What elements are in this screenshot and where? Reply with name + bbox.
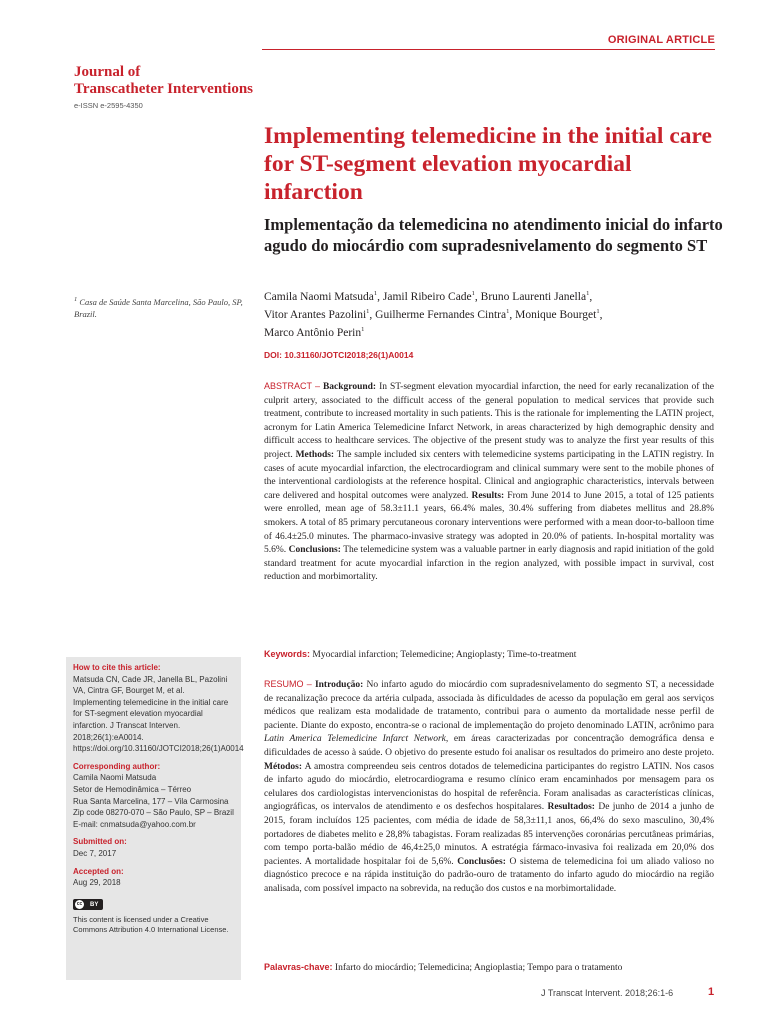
- journal-name-line1: Journal of: [74, 64, 141, 80]
- journal-name-line2: Transcatheter Interventions: [74, 81, 254, 97]
- abstract-portuguese: [264, 678, 714, 897]
- author-affiliation-mark: 1: [373, 290, 378, 298]
- journal-name: [74, 64, 253, 98]
- author-affiliation-mark: 1: [471, 290, 475, 298]
- author-name: Marco Antônio Perin: [264, 327, 362, 339]
- metodos-label: Métodos:: [264, 761, 302, 772]
- keywords-portuguese: [264, 961, 714, 976]
- background-label: Background:: [322, 382, 377, 392]
- abstract-label: ABSTRACT –: [264, 381, 320, 391]
- submitted-date: Dec 7, 2017: [73, 848, 117, 858]
- affiliation-mark: 1: [74, 296, 78, 304]
- license-text: This content is licensed under a Creative Commons Attribution 4.0 International License.: [73, 915, 229, 935]
- doi-link[interactable]: DOI: 10.31160/JOTCI2018;26(1)A0014: [264, 350, 414, 360]
- corresponding-author-zip: Zip code 08270-070 – São Paulo, SP – Brazil: [73, 808, 234, 818]
- submitted-label: Submitted on:: [73, 837, 127, 847]
- author-name: , Guilherme Fernandes Cintra: [369, 309, 507, 321]
- article-subtitle: Implementação da telemedicina no atendimento inicial do infarto agudo do miocárdio com supradesnivelamento do segmento ST: [264, 215, 723, 255]
- conclusoes-label: Conclusões:: [457, 856, 506, 867]
- author-separator: ,: [589, 291, 593, 303]
- author-affiliation-mark: 1: [361, 326, 365, 334]
- keywords-text: Myocardial infarction; Telemedicine; Angioplasty; Time-to-treatment: [312, 650, 577, 660]
- article-info-sidebar: [66, 657, 244, 980]
- accepted-label: Accepted on:: [73, 866, 124, 876]
- cc-icon: cc: [76, 901, 83, 908]
- author-affiliation-mark: 1: [586, 290, 590, 298]
- resultados-text: De junho de 2014 a junho de 2015, foram incluídos 125 pacientes, com média de idade de 58,3±11,1 anos, 66,4% do sexo masculino, 30,4% portadores de diabetes melito e 28,8% tabagistas. Foram realizadas 85 intervenções coronárias percutâneas primárias, com tempo porta-balão médio de 46,4±25,0 minutos. A estratégia fármaco-invasiva foi realizada em 20,0% dos pacientes. A mortalidade hospitalar foi de 5,6%.: [264, 802, 714, 867]
- intro-text: No infarto agudo do miocárdio com supradesnivelamento do segmento ST, a necessidade de recanalização precoce da artéria culpada, associada às dificuldades de acesso da população em geral aos serviços médicos que realizam esta modalidade de tratamento, contribui para o aumento da mortalidade nesse perfil de paciente. Diante do exposto, encontra-se o racional de implementação do projeto denominado LATIN, acrônimo para: [264, 680, 715, 731]
- author-line-3: [264, 324, 724, 342]
- article-title: Implementing telemedicine in the initial care for ST-segment elevation myocardial infarction: [264, 123, 712, 205]
- affiliation-note: [74, 296, 244, 320]
- results-label: Results:: [471, 490, 505, 501]
- page-number: 1: [708, 986, 715, 998]
- accepted-date: Aug 29, 2018: [73, 878, 121, 888]
- cite-text: Matsuda CN, Cade JR, Janella BL, Pazolini VA, Cintra GF, Bourget M, et al. Implementing telemedicine in the initial care for ST-segment elevation myocardial infarction. J Transcat Interven. 2018;26(1):eA0014. https://doi.org/10.31160/JOTCI2018;26(1)A0014: [73, 674, 244, 754]
- conclusions-text: The telemedicine system was a valuable partner in early diagnosis and rapid initiation of the gold standard treatment for acute myocardial infarction in the region analyzed, with possible impact in survival, cost reduction and morbimortality.: [264, 545, 714, 583]
- intro-text-continued: , em áreas caracterizadas por concentração demográfica densa e dificuldades de acesso à saúde. O objetivo do presente estudo foi analisar os resultados do primeiro ano deste projeto.: [264, 734, 714, 758]
- author-name: Camila Naomi Matsuda: [264, 291, 374, 303]
- methods-label: Methods:: [295, 449, 335, 460]
- affiliation-text: Casa de Saúde Santa Marcelina, São Paulo, SP, Brazil.: [74, 297, 243, 319]
- corresponding-author-street: Rua Santa Marcelina, 177 – Vila Carmosina: [73, 796, 229, 806]
- author-name: , Jamil Ribeiro Cade: [377, 291, 472, 303]
- by-icon: BY: [90, 901, 99, 908]
- author-affiliation-mark: 1: [506, 308, 510, 316]
- footer-citation: J Transcat Intervent. 2018;26:1-6: [541, 988, 674, 998]
- author-name: , Bruno Laurenti Janella: [474, 291, 587, 303]
- journal-eissn: e-ISSN e-2595-4350: [74, 101, 143, 110]
- metodos-text: A amostra compreendeu seis centros dotados de telemedicina participantes do registro LATIN. Nos casos de infarto agudo do miocárdio, eletrocardiograma e resumo clínico eram encaminhados por mensagem para os celulares dos cardiologistas intervencionistas do hospital de referência. Foram analisadas as características clínicas, angiográficas, os intervalos de atendimento e os desfechos hospitalares.: [264, 761, 715, 813]
- resumo-label: RESUMO –: [264, 679, 312, 689]
- corresponding-author-label: Corresponding author:: [73, 761, 161, 771]
- author-name: Vitor Arantes Pazolini: [264, 309, 367, 321]
- corresponding-author-email[interactable]: E-mail: cnmatsuda@yahoo.com.br: [73, 819, 196, 829]
- background-text: In ST-segment elevation myocardial infarction, the need for early recanalization of the culprit artery, associated to the difficult access of the general population to medical services that provide such treatment, contribute to increased mortality in such patients. This is the rationale for implementing the LATIN project, acronym for Latin America Telemedicine Infarct Network, in areas characterized by high demographic density and difficult access to healthcare services. The objective of the present study was to analyze the first year results of this project.: [264, 382, 715, 460]
- intro-italic-text: Latin America Telemedicine Infarct Network: [264, 734, 446, 745]
- keywords-english: [264, 648, 714, 663]
- cc-by-license-icon[interactable]: [73, 899, 103, 910]
- conclusoes-text: O sistema de telemedicina foi um aliado valioso no diagnóstico precoce e na rápida instituição do padrão-ouro de tratamento do infarto agudo do miocárdio na região analisada, com possível impacto na sobrevida, na redução dos custos e na morbimortalidade.: [264, 856, 715, 894]
- article-type-label: ORIGINAL ARTICLE: [607, 34, 715, 46]
- author-separator: ,: [599, 309, 603, 321]
- results-text: From June 2014 to June 2015, a total of 125 patients were enrolled, mean age of 58.3±11.1 years, 66.4% males, 30.4% suffering from diabetes mellitus and 28.8% smokers. A total of 85 primary percutaneous coronary interventions were performed with a mean door-to-balloon time of 46.4±25.0 minutes. The pharmaco-invasive strategy was adopted in 20.0% of patients. In-hospital mortality was 5.6%.: [264, 490, 715, 556]
- palavras-chave-text: Infarto do miocárdio; Telemedicina; Angioplastia; Tempo para o tratamento: [334, 963, 623, 973]
- intro-label: Introdução:: [314, 680, 364, 690]
- author-line-2: [264, 306, 724, 324]
- author-affiliation-mark: 1: [366, 308, 370, 316]
- cite-label: How to cite this article:: [73, 663, 161, 672]
- author-list: [264, 288, 724, 342]
- author-line-1: [264, 288, 724, 306]
- corresponding-author-dept: Setor de Hemodinâmica – Térreo: [73, 784, 192, 794]
- corresponding-author-name: Camila Naomi Matsuda: [73, 773, 157, 783]
- author-name: , Monique Bourget: [509, 309, 597, 321]
- palavras-chave-label: Palavras-chave:: [264, 962, 333, 972]
- resultados-label: Resultados:: [547, 802, 595, 813]
- methods-text: The sample included six centers with telemedicine systems participating in the LATIN registry. In cases of acute myocardial infarction, the electrocardiogram and clinical summary were sent to the mobile phones of the interventional cardiologists at the reference hospital. Clinical and angiographic characteristics, intervals between care delivered and hospital outcomes were analyzed.: [264, 449, 714, 501]
- keywords-label: Keywords:: [264, 649, 311, 659]
- header-rule: [262, 49, 715, 50]
- conclusions-label: Conclusions:: [288, 545, 341, 556]
- author-affiliation-mark: 1: [596, 308, 600, 316]
- abstract-english: [264, 380, 714, 585]
